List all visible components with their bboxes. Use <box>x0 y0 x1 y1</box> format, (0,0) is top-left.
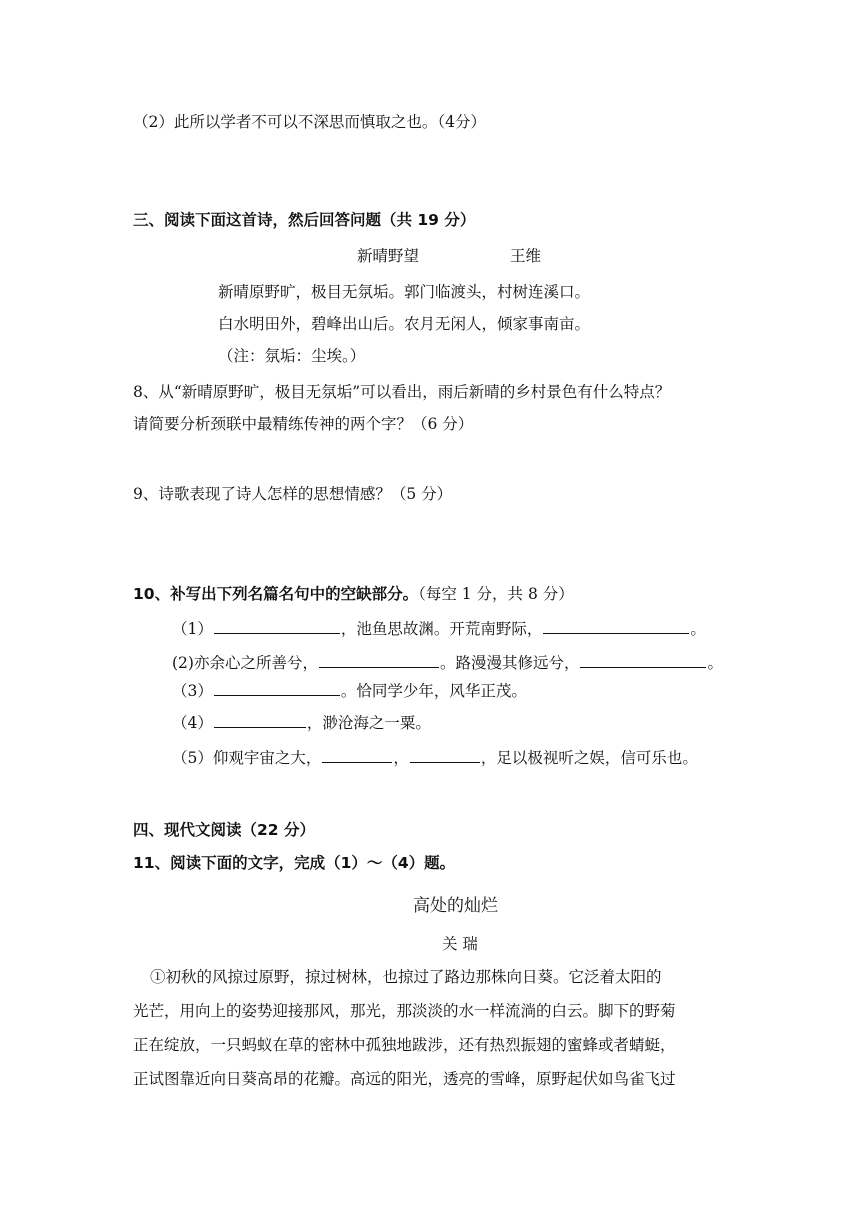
fill-item-1-mid: ，池鱼思故渊。开荒南野际， <box>340 620 543 638</box>
answer-blank[interactable] <box>214 619 340 634</box>
section-4-heading: 四、现代文阅读（22 分） <box>133 821 315 839</box>
poem-line-2: 白水明田外，碧峰出山后。农月无闲人，倾家事南亩。 <box>218 315 591 333</box>
article-para-line: 正在绽放，一只蚂蚁在草的密林中孤独地跋涉，还有热烈振翅的蜜蜂或者蜻蜓， <box>133 1036 676 1054</box>
fill-item-5-rest: ，足以极视听之娱，信可乐也。 <box>480 749 698 767</box>
fill-item-2-prefix: (2)亦余心之所善兮， <box>172 654 318 672</box>
fill-item-3-prefix: （3） <box>172 682 213 700</box>
fill-item-3-rest: 。恰同学少年，风华正茂。 <box>340 682 527 700</box>
question-9-text: 9、诗歌表现了诗人怎样的思想情感？（5 分） <box>133 485 453 503</box>
section-3-heading: 三、阅读下面这首诗，然后回答问题（共 19 分） <box>133 211 476 229</box>
fill-item-1-end: 。 <box>690 620 706 638</box>
poem-note: （注：氛垢：尘埃。） <box>218 347 366 365</box>
answer-blank[interactable] <box>322 748 392 763</box>
answer-blank[interactable] <box>214 713 306 728</box>
article-para-line: ①初秋的风掠过原野，掠过树林，也掠过了路边那株向日葵。它泛着太阳的 <box>150 968 662 986</box>
fill-item-1 <box>172 619 706 639</box>
article-para-line: 正试图靠近向日葵高昂的花瓣。高远的阳光，透亮的雪峰，原野起伏如鸟雀飞过 <box>133 1070 676 1088</box>
answer-blank[interactable] <box>214 681 340 696</box>
fill-item-5 <box>172 748 698 768</box>
fill-item-3 <box>172 681 527 701</box>
question-8-line-2: 请简要分析颈联中最精练传神的两个字？（6 分） <box>133 415 474 433</box>
article-title: 高处的灿烂 <box>413 896 498 916</box>
answer-blank[interactable] <box>319 653 439 668</box>
question-10-heading-bold: 10、补写出下列名篇名句中的空缺部分。 <box>133 585 419 603</box>
question-10-heading-rest: （每空 1 分，共 8 分） <box>418 585 574 603</box>
question-2-text: （2）此所以学者不可以不深思而慎取之也。（4分） <box>133 113 486 131</box>
fill-item-2-mid: 。路漫漫其修远兮， <box>439 654 580 672</box>
question-10-heading <box>133 584 574 604</box>
fill-item-2 <box>172 653 723 673</box>
poem-title: 新晴野望 <box>357 247 420 265</box>
fill-item-4 <box>172 713 431 733</box>
fill-item-4-prefix: （4） <box>172 714 213 732</box>
answer-blank[interactable] <box>543 619 689 634</box>
answer-blank[interactable] <box>580 653 706 668</box>
question-8-line-1: 8、从“新晴原野旷，极目无氛垢”可以看出，雨后新晴的乡村景色有什么特点？ <box>133 383 671 401</box>
article-para-line: 光芒，用向上的姿势迎接那风，那光，那淡淡的水一样流淌的白云。脚下的野菊 <box>133 1002 676 1020</box>
fill-item-4-rest: ，渺沧海之一粟。 <box>306 714 431 732</box>
article-author: 关 瑞 <box>442 935 478 953</box>
fill-item-5-sep: ， <box>393 749 409 767</box>
question-11-text: 11、阅读下面的文字，完成（1）～（4）题。 <box>133 854 456 872</box>
poem-line-1: 新晴原野旷，极目无氛垢。郭门临渡头，村树连溪口。 <box>218 283 591 301</box>
answer-blank[interactable] <box>410 748 480 763</box>
fill-item-2-end: 。 <box>707 654 723 672</box>
fill-item-1-prefix: （1） <box>172 620 213 638</box>
poem-author: 王维 <box>510 247 542 265</box>
fill-item-5-prefix: （5）仰观宇宙之大， <box>172 749 322 767</box>
